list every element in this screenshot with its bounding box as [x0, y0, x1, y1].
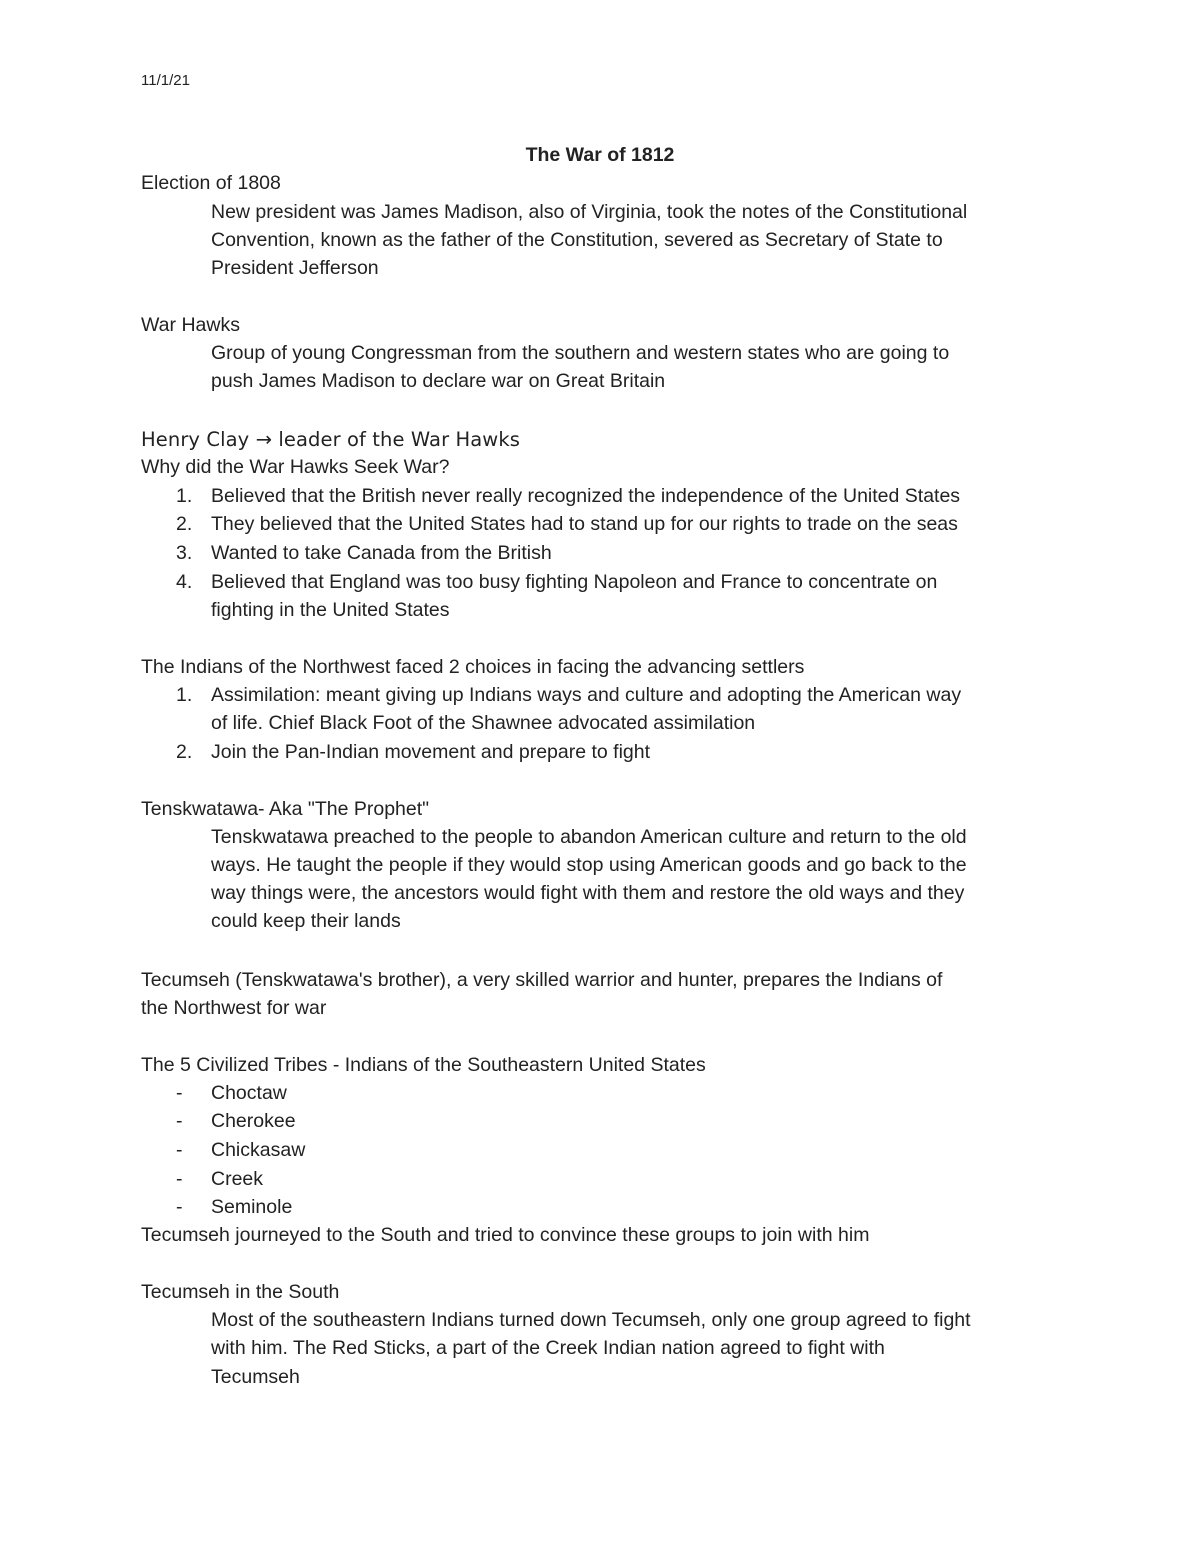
war-hawks-line: Group of young Congressman from the southern and western states who are going to: [211, 342, 950, 364]
election-line: New president was James Madison, also of Virginia, took the notes of the Constitutional: [211, 201, 968, 223]
war-hawks-heading: War Hawks: [141, 314, 240, 336]
list-number: 2.: [176, 513, 193, 535]
northwest-heading: The Indians of the Northwest faced 2 choices in facing the advancing settlers: [141, 656, 805, 678]
list-number: 3.: [176, 542, 193, 564]
tecumseh-line: Tecumseh (Tenskwatawa's brother), a very skilled warrior and hunter, prepares the Indians of: [141, 969, 943, 991]
bullet-dash: -: [176, 1110, 183, 1132]
tecumseh-line: the Northwest for war: [141, 997, 327, 1019]
why-war-heading: Why did the War Hawks Seek War?: [141, 456, 450, 478]
election-heading: Election of 1808: [141, 172, 281, 194]
list-item-continued: fighting in the United States: [211, 599, 450, 621]
bullet-dash: -: [176, 1082, 183, 1104]
prophet-line: way things were, the ancestors would fight with them and restore the old ways and they: [211, 882, 965, 904]
election-line: Convention, known as the father of the Constitution, severed as Secretary of State to: [211, 229, 943, 251]
tribes-closing: Tecumseh journeyed to the South and tried to convince these groups to join with him: [141, 1224, 870, 1246]
prophet-heading: Tenskwatawa- Aka "The Prophet": [141, 798, 430, 820]
prophet-line: could keep their lands: [211, 910, 401, 932]
prophet-line: Tenskwatawa preached to the people to abandon American culture and return to the old: [211, 826, 967, 848]
list-number: 4.: [176, 571, 193, 593]
list-number: 2.: [176, 741, 193, 763]
document-title: The War of 1812: [525, 144, 675, 166]
henry-clay-line: Henry Clay → leader of the War Hawks: [141, 428, 520, 451]
list-item: Believed that England was too busy fighting Napoleon and France to concentrate on: [211, 571, 938, 593]
bullet-dash: -: [176, 1196, 183, 1218]
tribe-item: Choctaw: [211, 1082, 287, 1104]
tribe-item: Creek: [211, 1168, 264, 1190]
tribe-item: Seminole: [211, 1196, 293, 1218]
bullet-dash: -: [176, 1139, 183, 1161]
list-item: Believed that the British never really recognized the independence of the United States: [211, 485, 961, 507]
list-number: 1.: [176, 485, 193, 507]
south-line: Most of the southeastern Indians turned down Tecumseh, only one group agreed to fight: [211, 1309, 971, 1331]
list-item: Assimilation: meant giving up Indians ways and culture and adopting the American way: [211, 684, 962, 706]
bullet-dash: -: [176, 1168, 183, 1190]
list-item-continued: of life. Chief Black Foot of the Shawnee advocated assimilation: [211, 712, 756, 734]
list-item: Wanted to take Canada from the British: [211, 542, 552, 564]
south-line: with him. The Red Sticks, a part of the Creek Indian nation agreed to fight with: [211, 1337, 885, 1359]
south-heading: Tecumseh in the South: [141, 1281, 340, 1303]
election-line: President Jefferson: [211, 257, 379, 279]
tribe-item: Chickasaw: [211, 1139, 306, 1161]
list-item: They believed that the United States had to stand up for our rights to trade on the seas: [211, 513, 958, 535]
tribes-heading: The 5 Civilized Tribes - Indians of the Southeastern United States: [141, 1054, 706, 1076]
date: 11/1/21: [141, 72, 190, 89]
list-item: Join the Pan-Indian movement and prepare to fight: [211, 741, 651, 763]
war-hawks-line: push James Madison to declare war on Great Britain: [211, 370, 666, 392]
list-number: 1.: [176, 684, 193, 706]
prophet-line: ways. He taught the people if they would stop using American goods and go back to the: [211, 854, 967, 876]
tribe-item: Cherokee: [211, 1110, 296, 1132]
south-line: Tecumseh: [211, 1366, 300, 1388]
